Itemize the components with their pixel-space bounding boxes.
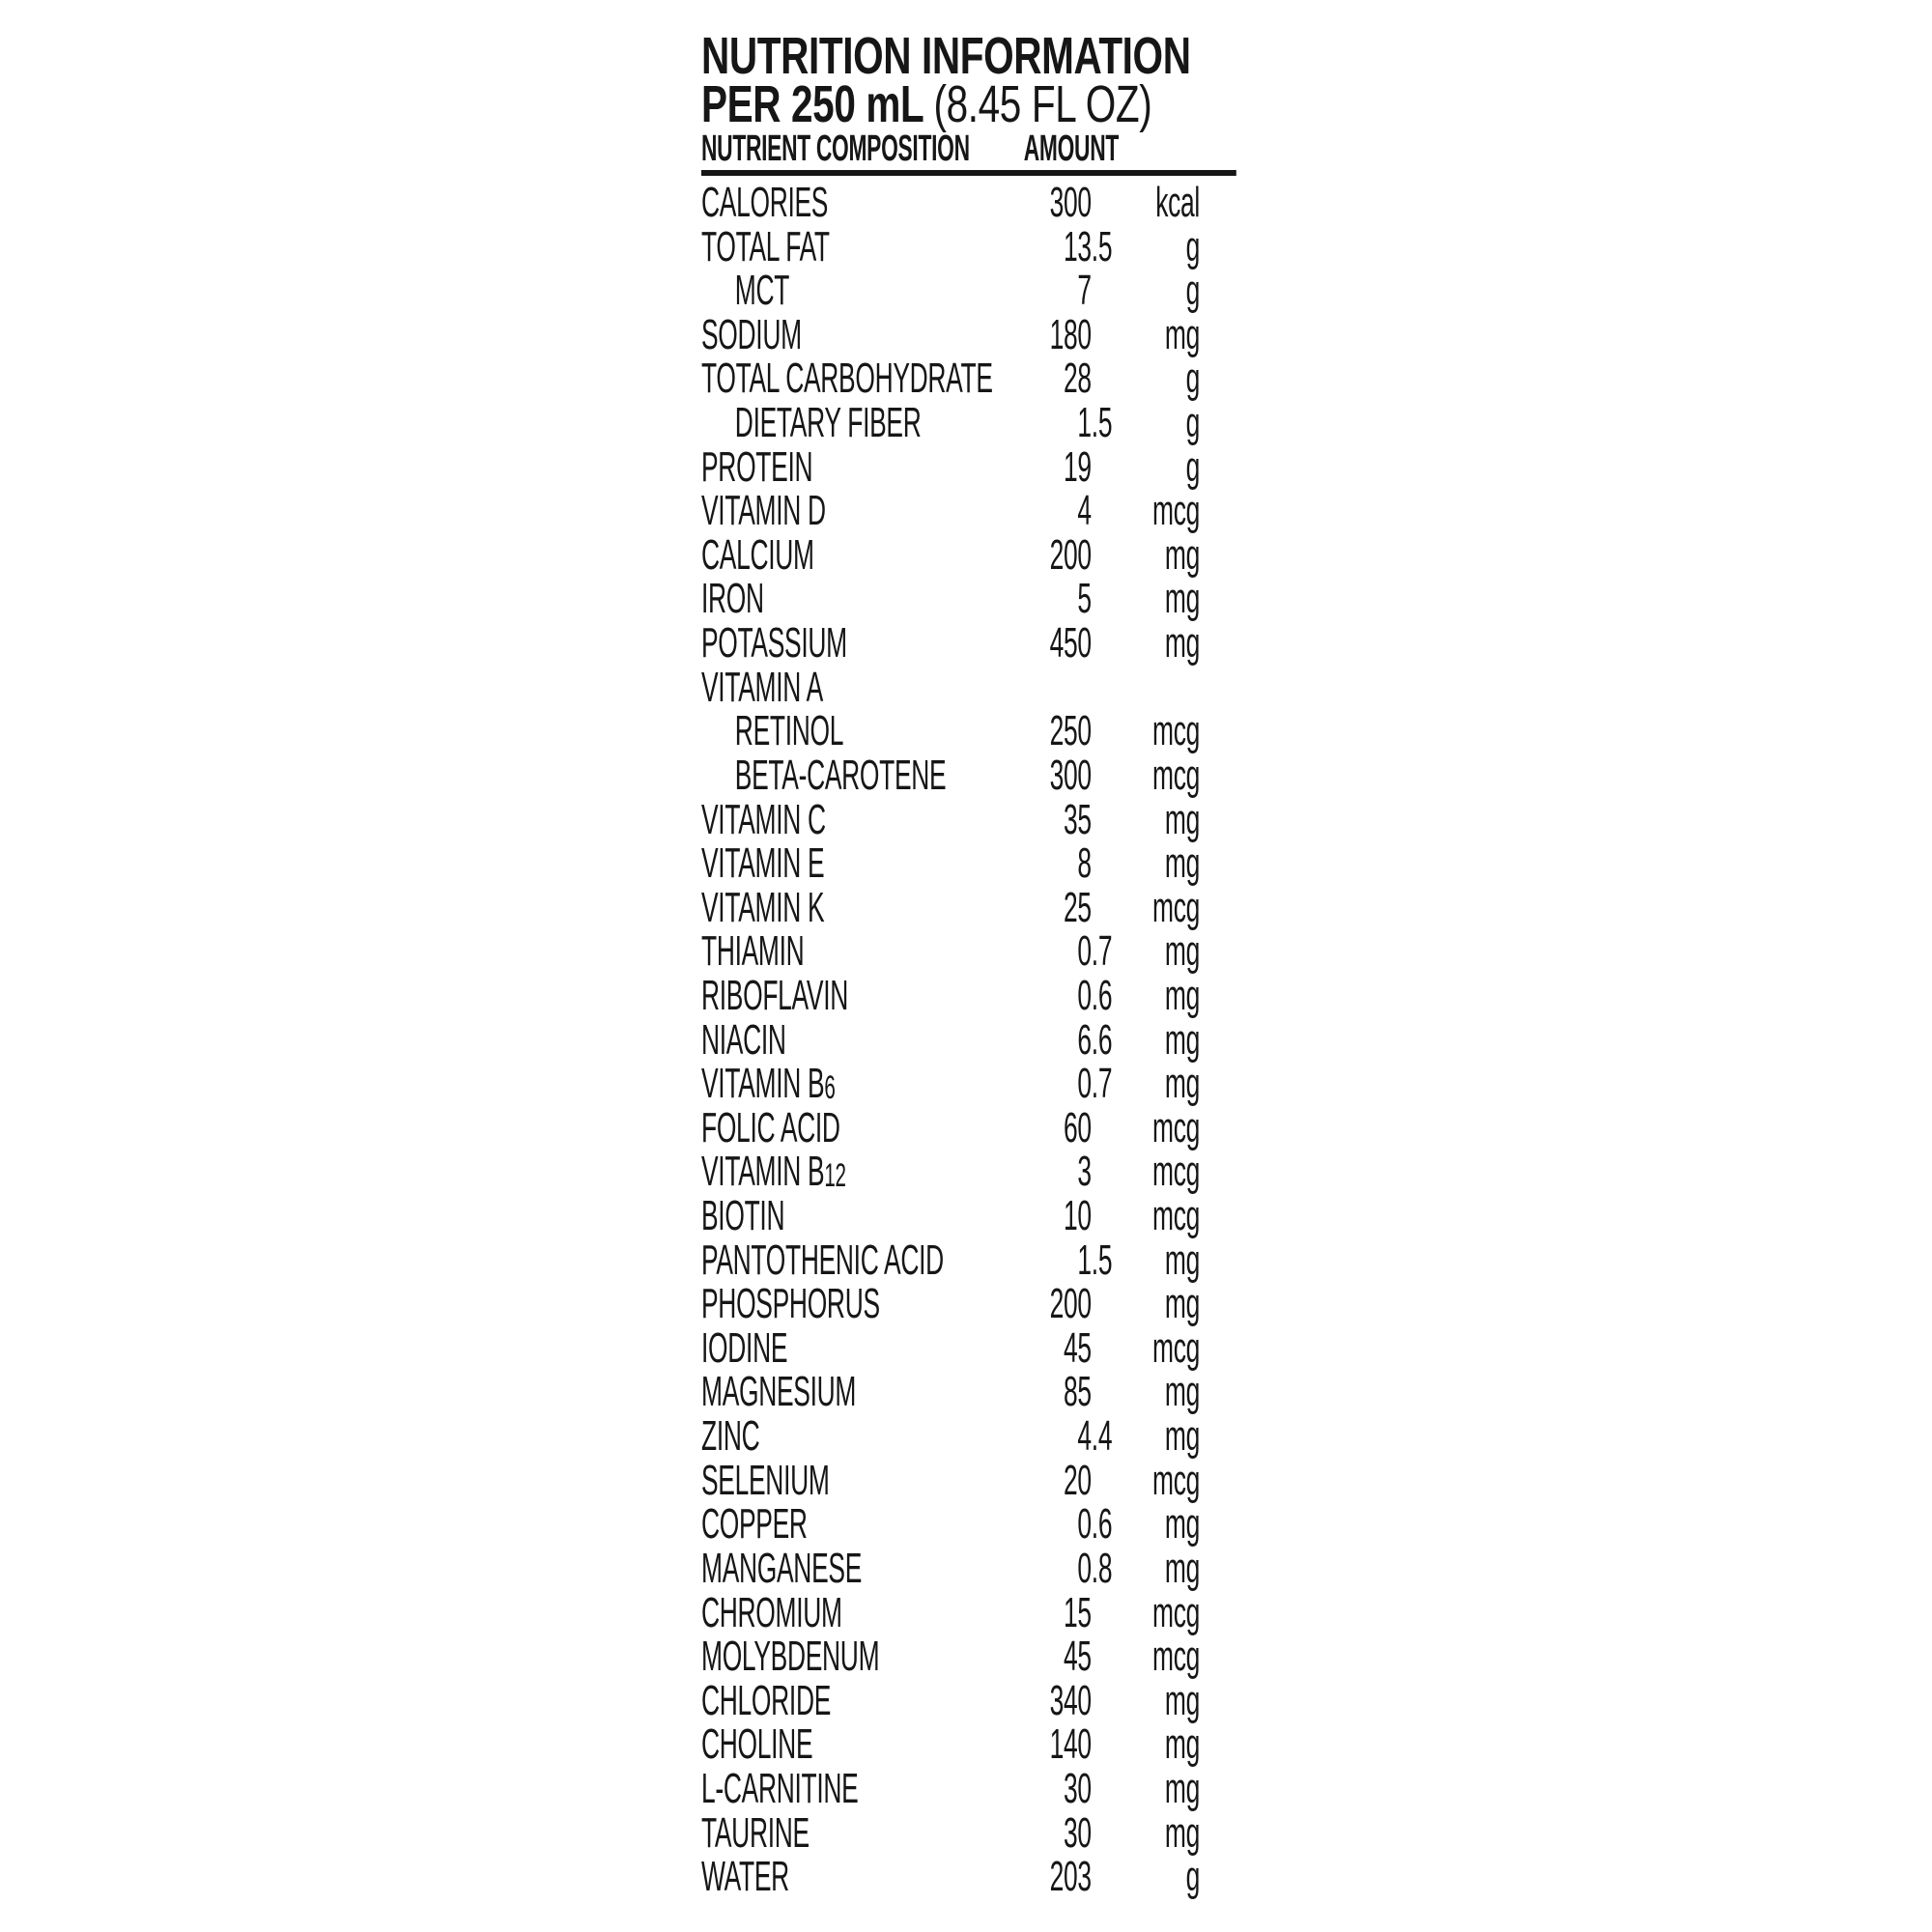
table-column-header [701,130,1119,169]
nutrient-label-text: VITAMIN A [701,663,823,711]
nutrient-unit: g [1185,355,1200,403]
nutrient-amount-fraction: .7 [1091,927,1113,976]
nutrient-label-text: VITAMIN D [701,487,826,535]
nutrient-amount-whole: 85 [1064,1368,1092,1416]
nutrient-amount-fraction: .4 [1091,1412,1113,1461]
header-rule [701,170,1236,176]
nutrient-label-text: PANTOTHENIC ACID [701,1236,944,1284]
table-row [701,1855,1236,1899]
nutrient-label-text: SELENIUM [701,1456,830,1504]
nutrient-unit: mg [1164,1236,1200,1284]
nutrient-amount-fraction: .5 [1091,222,1113,270]
nutrient-unit: g [1185,1853,1200,1901]
nutrient-amount-whole: 1 [1077,399,1092,447]
nutrient-amount-whole: 200 [1049,530,1092,579]
table-row [701,356,1236,401]
table-row [701,1676,1236,1724]
nutrient-amount-whole: 0 [1077,927,1092,976]
nutrient-amount-whole: 8 [1077,839,1092,888]
nutrient-label-text: MCT [734,267,790,315]
table-row [701,1634,1236,1679]
nutrient-label-text: IRON [701,575,764,623]
nutrient-unit: g [1185,399,1200,447]
nutrient-unit: g [1185,442,1200,491]
nutrient-label-text: MAGNESIUM [701,1368,857,1416]
nutrient-unit: mcg [1152,1633,1200,1681]
nutrient-label-text: COPPER [701,1500,808,1548]
nutrient-label-text: PROTEIN [701,442,813,491]
table-row [701,1103,1236,1151]
nutrient-unit: mg [1164,1676,1200,1724]
nutrient-amount-whole: 180 [1049,310,1092,358]
nutrient-label-text: VITAMIN E [701,839,825,888]
nutrient-amount-whole: 3 [1077,1148,1092,1196]
nutrient-amount-whole: 300 [1049,751,1092,799]
nutrient-label-text: MANGANESE [701,1544,863,1592]
nutrient-label-text: POTASSIUM [701,619,847,668]
nutrient-amount-whole: 19 [1064,442,1092,491]
nutrient-label-text: FOLIC ACID [701,1103,840,1151]
table-row [701,1150,1236,1194]
nutrient-label-text: CHLORIDE [701,1676,832,1724]
nutrient-label-text: PHOSPHORUS [701,1280,880,1328]
table-row [701,1194,1236,1238]
nutrient-amount-whole: 300 [1049,179,1092,226]
table-row [701,181,1236,225]
nutrient-amount-whole: 35 [1064,795,1092,843]
nutrient-amount-whole: 60 [1064,1103,1092,1151]
nutrient-amount-whole: 4 [1077,1412,1092,1461]
nutrient-label-text: RIBOFLAVIN [701,971,849,1019]
nutrient-label-text: CALORIES [701,179,829,226]
nutrient-unit: mg [1164,1500,1200,1548]
nutrient-amount-whole: 340 [1049,1676,1092,1724]
nutrient-unit: mcg [1152,487,1200,535]
nutrient-label-text: CALCIUM [701,530,814,579]
table-row [701,530,1236,579]
nutrient-label-text: BETA-CAROTENE [734,751,947,799]
nutrient-label-text: BIOTIN [701,1192,785,1240]
nutrient-amount-fraction: .7 [1091,1060,1113,1108]
nutrient-amount-whole: 20 [1064,1456,1092,1504]
table-row [701,1238,1236,1283]
nutrient-amount-whole: 10 [1064,1192,1092,1240]
nutrient-amount-whole: 25 [1064,883,1092,931]
table-row [701,269,1236,313]
nutrient-amount-whole: 0 [1077,1544,1092,1592]
table-row [701,971,1236,1019]
table-row [701,1282,1236,1326]
nutrient-unit: g [1185,222,1200,270]
table-row [701,795,1236,843]
nutrient-label-text: SODIUM [701,310,802,358]
nutrient-unit: mg [1164,310,1200,358]
nutrient-unit: mg [1164,530,1200,579]
nutrient-amount-fraction: .5 [1091,399,1113,447]
table-row [701,1015,1236,1064]
nutrient-amount-whole: 13 [1064,222,1092,270]
table-row [701,621,1236,666]
vitamin-subscript: 12 [824,1157,846,1195]
table-row [701,442,1236,491]
nutrient-unit: mg [1164,927,1200,976]
serving-size-paren: (8.45 FL OZ) [933,75,1152,133]
nutrient-amount-whole: 28 [1064,355,1092,403]
table-row [701,709,1236,753]
nutrient-amount-whole: 0 [1077,971,1092,1019]
table-row [701,929,1236,974]
table-row [701,753,1236,798]
nutrient-label-text: WATER [701,1853,789,1901]
nutrient-amount-fraction: .6 [1091,971,1113,1019]
nutrient-unit: mcg [1152,707,1200,755]
nutrient-unit: mg [1164,971,1200,1019]
serving-size-bold: PER 250 mL [701,75,923,133]
nutrient-unit: mcg [1152,1103,1200,1151]
column-header-amount: AMOUNT [1023,128,1119,169]
nutrient-label-text: ZINC [701,1412,760,1461]
nutrient-amount-whole: 450 [1049,619,1092,668]
table-row [701,1764,1236,1812]
nutrient-label-text: IODINE [701,1323,788,1372]
nutrient-amount-whole: 15 [1064,1588,1092,1636]
nutrient-unit: mg [1164,1412,1200,1461]
table-row [701,1722,1236,1767]
nutrient-label-text: NIACIN [701,1015,786,1064]
table-row [701,1588,1236,1636]
serving-size-line [701,75,1208,133]
nutrient-label-text: VITAMIN K [701,883,825,931]
nutrient-amount-whole: 45 [1064,1323,1092,1372]
table-row [701,489,1236,533]
nutrition-table [701,181,1236,1899]
label-header [701,27,1208,133]
nutrient-label-text: TOTAL FAT [701,222,830,270]
nutrient-unit: mg [1164,1764,1200,1812]
nutrient-label-text: THIAMIN [701,927,805,976]
column-header-nutrient: NUTRIENT COMPOSITION [701,128,970,169]
table-row [701,1808,1236,1857]
nutrient-amount-whole: 200 [1049,1280,1092,1328]
nutrient-amount-whole: 250 [1049,707,1092,755]
nutrient-amount-whole: 0 [1077,1060,1092,1108]
nutrient-unit: g [1185,267,1200,315]
nutrient-unit: mg [1164,1280,1200,1328]
nutrient-unit: mg [1164,575,1200,623]
nutrient-label-text: MOLYBDENUM [701,1633,880,1681]
nutrient-unit: kcal [1155,179,1200,226]
table-row [701,1502,1236,1547]
table-row [701,401,1236,445]
nutrient-amount-whole: 45 [1064,1633,1092,1681]
nutrient-unit: mg [1164,1808,1200,1857]
nutrient-label-text: CHOLINE [701,1720,813,1769]
vitamin-subscript: 6 [824,1069,836,1107]
table-row [701,1323,1236,1372]
nutrient-amount-whole: 4 [1077,487,1092,535]
table-row [701,310,1236,358]
table-row [701,841,1236,886]
nutrient-unit: mg [1164,1060,1200,1108]
nutrient-amount-whole: 203 [1049,1853,1092,1901]
nutrient-label-text: RETINOL [734,707,844,755]
nutrient-amount-fraction: .8 [1091,1544,1113,1592]
nutrient-amount-whole: 5 [1077,575,1092,623]
table-row [701,883,1236,931]
nutrient-label-text: CHROMIUM [701,1588,842,1636]
nutrient-unit: mg [1164,795,1200,843]
table-row [701,1370,1236,1414]
nutrient-unit: mcg [1152,751,1200,799]
nutrient-label-text: VITAMIN B [701,1060,825,1108]
nutrient-amount-whole: 30 [1064,1808,1092,1857]
nutrient-unit: mg [1164,1015,1200,1064]
nutrient-unit: mcg [1152,1323,1200,1372]
nutrient-unit: mcg [1152,1148,1200,1196]
nutrient-unit: mcg [1152,1192,1200,1240]
nutrient-label-text: L-CARNITINE [701,1764,859,1812]
nutrient-unit: mcg [1152,883,1200,931]
nutrient-amount-whole: 140 [1049,1720,1092,1769]
table-row [701,1456,1236,1504]
table-row [701,663,1236,711]
nutrient-unit: mg [1164,839,1200,888]
nutrient-unit: mcg [1152,1588,1200,1636]
nutrient-unit: mcg [1152,1456,1200,1504]
nutrient-amount-fraction: .5 [1091,1236,1113,1284]
nutrient-unit: mg [1164,619,1200,668]
nutrient-amount-whole: 1 [1077,1236,1092,1284]
nutrient-unit: mg [1164,1544,1200,1592]
nutrient-label-text: DIETARY FIBER [734,399,922,447]
nutrient-amount-whole: 0 [1077,1500,1092,1548]
nutrient-label-text: VITAMIN B [701,1148,825,1196]
table-row [701,1062,1236,1106]
nutrient-amount-fraction: .6 [1091,1015,1113,1064]
nutrient-amount-whole: 7 [1077,267,1092,315]
table-row [701,1544,1236,1592]
nutrient-unit: mg [1164,1368,1200,1416]
table-row [701,222,1236,270]
nutrient-amount-whole: 30 [1064,1764,1092,1812]
nutrient-amount-whole: 6 [1077,1015,1092,1064]
table-row [701,577,1236,621]
nutrient-label-text: TOTAL CARBOHYDRATE [701,355,993,403]
nutrient-label-text: VITAMIN C [701,795,826,843]
nutrient-unit: mg [1164,1720,1200,1769]
table-row [701,1414,1236,1459]
page-title: NUTRITION INFORMATION [701,27,1191,85]
nutrient-label-text: TAURINE [701,1808,810,1857]
nutrient-amount-fraction: .6 [1091,1500,1113,1548]
nutrient-label [701,663,823,711]
